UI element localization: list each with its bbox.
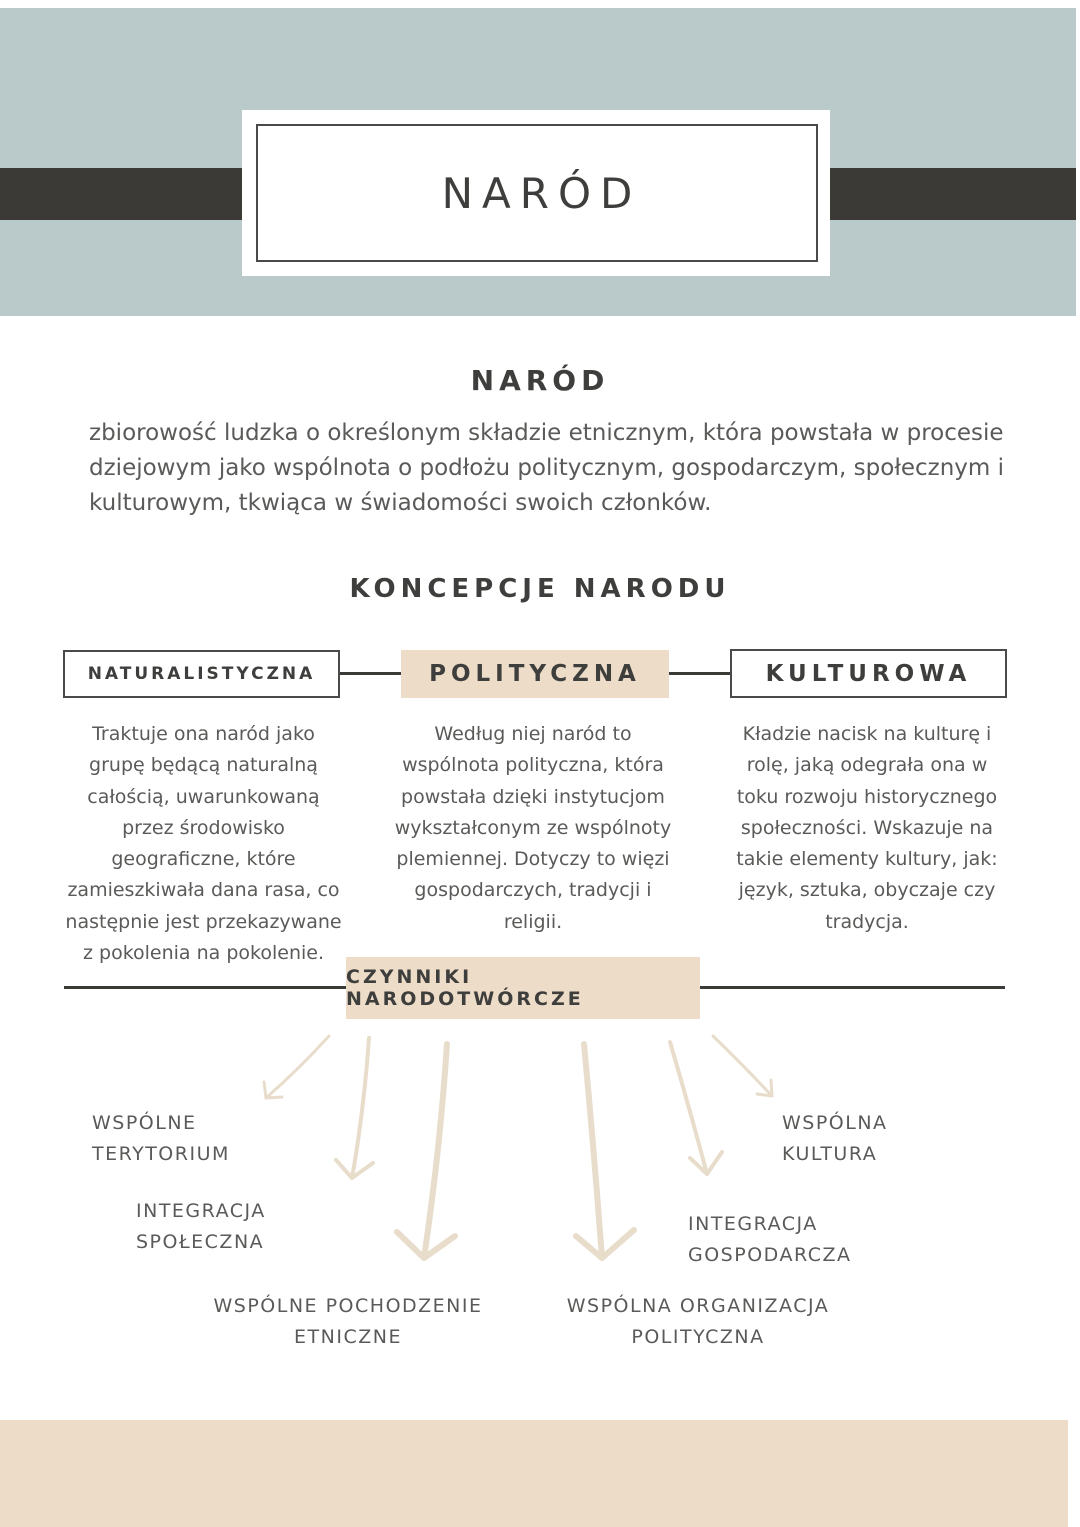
description-line: przez środowisko	[122, 816, 285, 839]
description-line: geograficzne, które	[111, 848, 296, 871]
description-line: całością, uwarunkowaną	[87, 785, 320, 808]
concept-political-label: POLITYCZNA	[429, 661, 641, 687]
description-line: Kładzie nacisk na kulturę i	[742, 723, 992, 745]
description-line: wykształconym ze wspólnoty	[394, 816, 672, 839]
description-line: religii.	[503, 910, 563, 933]
arrow-culture-icon	[713, 1036, 772, 1096]
factor-political-organization	[560, 1291, 836, 1353]
description-line: społeczności. Wskazuje na	[740, 816, 994, 839]
footer-band	[0, 1420, 1068, 1527]
definition-heading: NARÓD	[470, 364, 610, 397]
concept-naturalistic-label: NATURALISTYCZNA	[87, 664, 316, 684]
description-line: tradycja.	[825, 910, 909, 933]
description-line: zamieszkiwała dana rasa, co	[67, 879, 340, 902]
factor-line: POLITYCZNA	[631, 1326, 765, 1348]
factor-line: WSPÓLNE POCHODZENIE	[213, 1295, 483, 1317]
arrow-economic-icon	[670, 1042, 722, 1174]
page-title: NARÓD	[441, 168, 642, 218]
description-line: gospodarczych, tradycji i	[414, 879, 652, 902]
factor-culture: WSPÓLNA KULTURA	[782, 1112, 888, 1165]
description-line: takie elementy kultury, jak:	[736, 848, 998, 871]
description-line: rolę, jaką odegrała ona w	[746, 754, 988, 777]
description-line: powstała dzięki instytucjom	[401, 785, 665, 808]
concepts-heading: KONCEPCJE NARODU	[349, 574, 731, 604]
arrow-origin-icon	[397, 1044, 455, 1258]
description-line: wspólnota polityczna, która	[402, 754, 664, 777]
arrow-organization-icon	[576, 1044, 634, 1258]
description-line: z pokolenia na pokolenie.	[83, 942, 324, 965]
factor-territory: WSPÓLNE TERYTORIUM	[92, 1112, 230, 1165]
concept-cultural-label: KULTUROWA	[765, 660, 972, 687]
description-line: Według niej naród to	[434, 723, 632, 745]
description-line: grupę będącą naturalną	[89, 754, 318, 777]
arrow-territory-icon	[264, 1036, 329, 1098]
factors-heading: CZYNNIKI NARODOTWÓRCZE	[346, 966, 584, 1010]
definition-text: zbiorowość ludzka o określonym składzie etnicznym, która powstała w procesie dziejowym jako wspólnota o podłożu politycznym, gospodarczym, społecznym i kulturowym, tkwiąca w świadomości swoich członków.	[89, 420, 1005, 516]
factor-social-integration: INTEGRACJA SPOŁECZNA	[136, 1200, 266, 1253]
description-line: Traktuje ona naród jako	[92, 723, 315, 745]
description-line: toku rozwoju historycznego	[736, 785, 998, 808]
arrow-social-icon	[336, 1038, 373, 1178]
factor-line: WSPÓLNA ORGANIZACJA	[566, 1295, 830, 1317]
factor-line: ETNICZNE	[294, 1326, 402, 1348]
description-line: język, sztuka, obyczaje czy	[738, 879, 996, 902]
description-line: plemiennej. Dotyczy to więzi	[396, 848, 670, 871]
description-line: następnie jest przekazywane	[65, 910, 342, 933]
factor-economic-integration: INTEGRACJA GOSPODARCZA	[688, 1213, 852, 1266]
factor-ethnic-origin	[210, 1291, 486, 1353]
